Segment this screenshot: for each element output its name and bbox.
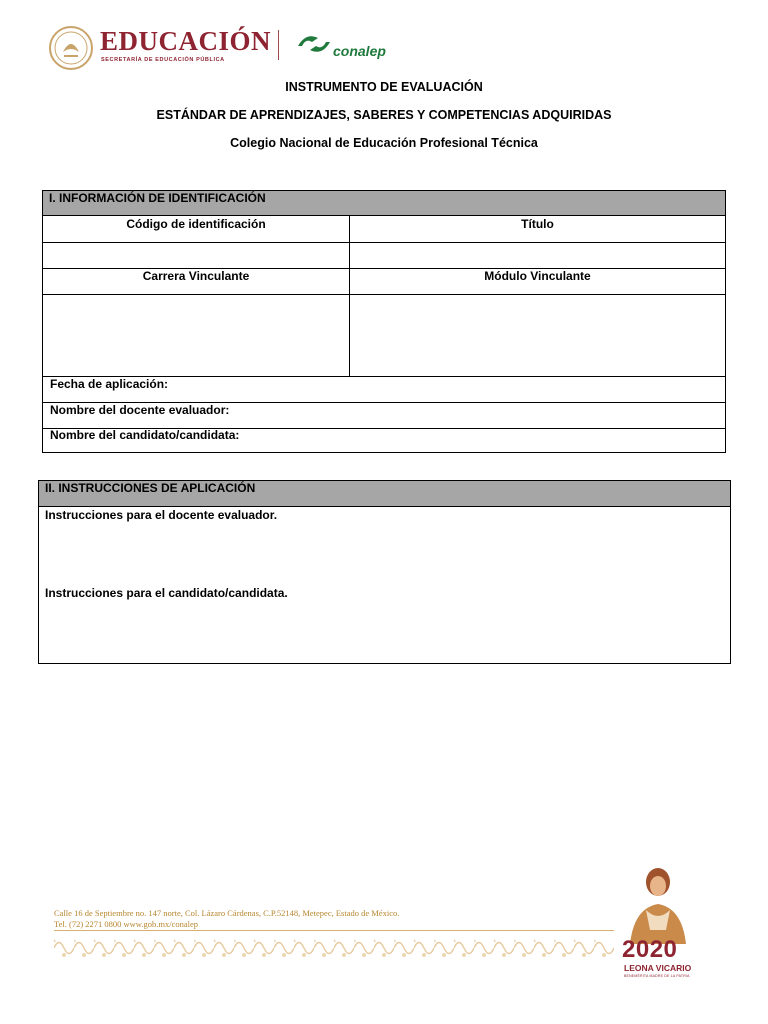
logo-divider — [278, 30, 279, 60]
application-date-label: Fecha de aplicación: — [50, 377, 169, 391]
code-value-field[interactable] — [43, 243, 349, 268]
honoree-subtitle: BENEMÉRITA MADRE DE LA PATRIA — [624, 974, 690, 978]
teacher-name-label: Nombre del docente evaluador: — [50, 403, 230, 417]
footer-rule — [54, 930, 614, 931]
candidate-instructions-label: Instrucciones para el candidato/candidata. — [45, 586, 288, 600]
candidate-name-label: Nombre del candidato/candidata: — [50, 428, 240, 442]
title-header: Título — [521, 217, 554, 231]
title-value-field[interactable] — [350, 243, 725, 268]
leona-vicario-portrait-icon — [616, 860, 700, 944]
code-header: Código de identificación — [126, 217, 266, 231]
module-value-field[interactable] — [350, 295, 725, 376]
identification-table — [42, 190, 726, 453]
org-logo-subtitle: SECRETARÍA DE EDUCACIÓN PÚBLICA — [101, 57, 225, 63]
module-header: Módulo Vinculante — [484, 269, 591, 283]
institution-name: Colegio Nacional de Educación Profesional Técnica — [230, 136, 538, 150]
footer-pattern-icon — [54, 935, 614, 961]
honoree-name: LEONA VICARIO — [624, 963, 692, 973]
footer-contact: Tel. (72) 2271 0800 www.gob.mx/conalep — [54, 919, 199, 929]
footer-address: Calle 16 de Septiembre no. 147 norte, Col. Lázaro Cárdenas, C.P.52148, Metepec, Estado de México. — [54, 908, 400, 918]
career-value-field[interactable] — [43, 295, 349, 376]
section-1-title: I. INFORMACIÓN DE IDENTIFICACIÓN — [49, 191, 266, 205]
career-header: Carrera Vinculante — [142, 269, 250, 283]
anniversary-year: 2020 — [622, 936, 678, 963]
partner-logo-text: conalep — [333, 43, 386, 59]
org-logo-text: EDUCACIÓN — [100, 26, 272, 56]
teacher-instructions-label: Instrucciones para el docente evaluador. — [45, 508, 278, 522]
section-2-title: II. INSTRUCCIONES DE APLICACIÓN — [45, 481, 256, 495]
coat-of-arms-icon — [46, 24, 96, 72]
document-title: INSTRUMENTO DE EVALUACIÓN — [285, 80, 483, 94]
instructions-table — [38, 480, 731, 664]
section-1-header — [43, 191, 725, 216]
document-subtitle: ESTÁNDAR DE APRENDIZAJES, SABERES Y COMPETENCIAS ADQUIRIDAS — [156, 108, 612, 122]
section-2-header — [39, 481, 730, 507]
conalep-logo-icon — [296, 30, 332, 58]
